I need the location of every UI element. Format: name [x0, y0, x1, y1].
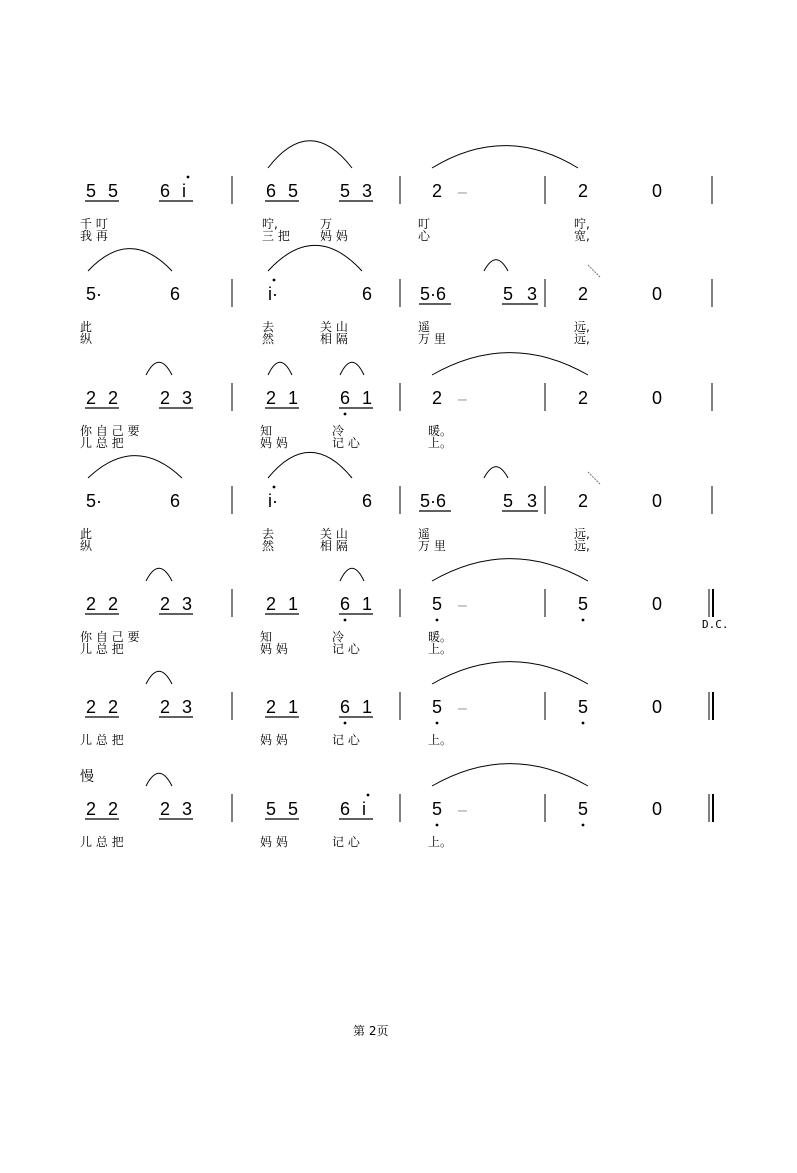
lyric-syllable: 纵: [80, 332, 93, 346]
octave-dot-up: [187, 176, 190, 179]
note: 6: [362, 491, 373, 511]
octave-dot-down: [582, 722, 585, 725]
note: 2: [86, 697, 97, 717]
note: i·: [268, 284, 278, 304]
lyric-syllable: 知: [260, 630, 273, 644]
lyric-syllable: 万 里: [418, 539, 446, 553]
lyric-syllable: 妈 妈: [260, 835, 288, 849]
note: 2: [86, 388, 97, 408]
note: 3: [182, 697, 193, 717]
note: 1: [288, 388, 299, 408]
note: 5·: [86, 284, 103, 304]
note: 5·: [86, 491, 103, 511]
note: 5: [578, 697, 589, 717]
sustain-dash: –: [458, 700, 467, 717]
note: 6: [160, 181, 171, 201]
lyric-syllable: 儿 总 把: [80, 733, 124, 747]
lyric-syllable: 上。: [428, 642, 453, 656]
note: 5: [108, 181, 119, 201]
lyric-syllable: 妈 妈: [320, 229, 348, 243]
note: 2: [578, 284, 589, 304]
lyric-syllable: 远,: [574, 539, 590, 553]
lyric-syllable: 相 隔: [320, 332, 348, 346]
note: 2: [160, 388, 171, 408]
note: 6: [340, 594, 351, 614]
lyric-syllable: 心: [418, 229, 431, 243]
slur: [146, 362, 172, 375]
note: 3: [182, 594, 193, 614]
slur: [484, 260, 508, 271]
lyric-syllable: 记 心: [332, 733, 360, 747]
note: 6: [340, 799, 351, 819]
note: 3: [362, 181, 373, 201]
lyric-syllable: 记 心: [332, 642, 360, 656]
lyric-syllable: 远,: [574, 320, 590, 334]
slur: [432, 559, 588, 581]
note: 2: [578, 491, 589, 511]
note: 6: [362, 284, 373, 304]
lyric-syllable: 遥: [418, 320, 431, 334]
note: 0: [652, 697, 663, 717]
breath-mark: [588, 472, 600, 484]
lyric-syllable: 相 隔: [320, 539, 348, 553]
slur: [340, 568, 364, 581]
lyric-syllable: 此: [80, 527, 93, 541]
octave-dot-down: [344, 619, 347, 622]
note: 0: [652, 799, 663, 819]
lyric-syllable: 关 山: [320, 320, 348, 334]
lyric-syllable: 千 叮: [80, 217, 108, 231]
slur: [268, 141, 352, 168]
page-number: 第 2页: [353, 1024, 389, 1038]
note: 2: [86, 799, 97, 819]
slur: [88, 249, 172, 271]
octave-dot-down: [436, 824, 439, 827]
note: 5: [578, 799, 589, 819]
note: i: [182, 181, 186, 201]
lyric-syllable: 暖。: [428, 630, 453, 644]
lyric-syllable: 咛,: [262, 217, 278, 231]
system-5: [85, 559, 713, 622]
lyric-syllable: 叮: [418, 217, 431, 231]
lyric-syllable: 遥: [418, 527, 431, 541]
lyric-syllable: 关 山: [320, 527, 348, 541]
lyric-syllable: 你 自 己 要: [80, 424, 140, 438]
lyric-syllable: 去: [262, 320, 275, 334]
note: 5: [432, 594, 443, 614]
note: 1: [288, 697, 299, 717]
note: 6: [170, 491, 181, 511]
note: 2: [160, 697, 171, 717]
slur: [432, 662, 588, 684]
note: 5: [432, 697, 443, 717]
note: 2: [86, 594, 97, 614]
lyric-syllable: 上。: [428, 436, 453, 450]
note: 5: [86, 181, 97, 201]
slur: [340, 362, 364, 375]
note: 6: [170, 284, 181, 304]
note: 5: [266, 799, 277, 819]
note: 5: [340, 181, 351, 201]
slur: [268, 452, 352, 478]
system-1: [85, 141, 712, 204]
note: 6: [340, 697, 351, 717]
note: 0: [652, 284, 663, 304]
slur: [268, 362, 292, 375]
breath-mark: [588, 265, 600, 277]
note: 1: [362, 388, 373, 408]
note: 5: [503, 284, 514, 304]
octave-dot-down: [344, 722, 347, 725]
note: i·: [268, 491, 278, 511]
lyric-syllable: 上。: [428, 835, 453, 849]
note: 3: [527, 284, 538, 304]
octave-dot-down: [436, 619, 439, 622]
octave-dot-down: [436, 722, 439, 725]
lyric-syllable: 上。: [428, 733, 453, 747]
slur: [268, 245, 362, 271]
da-capo-mark: D.C.: [702, 618, 729, 631]
note: 2: [578, 388, 589, 408]
note: 1: [288, 594, 299, 614]
note: 0: [652, 594, 663, 614]
lyric-syllable: 儿 总 把: [80, 436, 124, 450]
lyric-syllable: 记 心: [332, 436, 360, 450]
note: 2: [266, 388, 277, 408]
tempo-mark: 慢: [80, 769, 94, 785]
note: 0: [652, 181, 663, 201]
note: 1: [362, 594, 373, 614]
note: 5: [288, 799, 299, 819]
note: 2: [160, 799, 171, 819]
note: 3: [527, 491, 538, 511]
note: 0: [652, 388, 663, 408]
system-2: [86, 245, 712, 307]
slur: [146, 773, 172, 786]
slur: [146, 671, 172, 684]
note: 2: [108, 388, 119, 408]
sustain-dash: –: [458, 597, 467, 614]
note: 2: [432, 181, 443, 201]
slur: [484, 467, 508, 478]
system-7: [85, 764, 713, 827]
note: 5: [288, 181, 299, 201]
lyric-syllable: 记 心: [332, 835, 360, 849]
note: 2: [108, 594, 119, 614]
note: 2: [108, 697, 119, 717]
lyric-syllable: 你 自 己 要: [80, 630, 140, 644]
lyric-syllable: 宽,: [574, 229, 590, 243]
lyric-syllable: 妈 妈: [260, 436, 288, 450]
lyric-syllable: 我 再: [80, 229, 108, 243]
slur: [432, 146, 578, 168]
system-4: [86, 452, 712, 514]
lyric-syllable: 儿 总 把: [80, 835, 124, 849]
note: 2: [266, 697, 277, 717]
note: 5: [432, 799, 443, 819]
slur: [432, 353, 588, 375]
lyric-syllable: 去: [262, 527, 275, 541]
note: 5·6: [420, 284, 447, 304]
system-6: [85, 662, 713, 725]
note: 0: [652, 491, 663, 511]
lyric-syllable: 妈 妈: [260, 642, 288, 656]
note: 3: [182, 388, 193, 408]
system-3: [85, 353, 712, 416]
note: 1: [362, 697, 373, 717]
lyric-syllable: 万 里: [418, 332, 446, 346]
sustain-dash: –: [458, 391, 467, 408]
octave-dot-up: [367, 794, 370, 797]
lyric-syllable: 三 把: [262, 229, 290, 243]
octave-dot-down: [582, 824, 585, 827]
lyric-syllable: 儿 总 把: [80, 642, 124, 656]
lyric-syllable: 冷: [332, 630, 345, 644]
lyric-syllable: 冷: [332, 424, 345, 438]
note: 2: [432, 388, 443, 408]
lyric-syllable: 然: [262, 539, 275, 553]
lyric-syllable: 此: [80, 320, 93, 334]
note: 2: [578, 181, 589, 201]
note: 5·6: [420, 491, 447, 511]
note: 5: [578, 594, 589, 614]
octave-dot-down: [582, 619, 585, 622]
note: 2: [108, 799, 119, 819]
lyric-syllable: 万: [320, 217, 333, 231]
note: 3: [182, 799, 193, 819]
lyric-syllable: 知: [260, 424, 273, 438]
slur: [432, 764, 588, 786]
lyric-syllable: 暖。: [428, 424, 453, 438]
sustain-dash: –: [458, 184, 467, 201]
note: 6: [266, 181, 277, 201]
lyric-syllable: 然: [262, 332, 275, 346]
note: i: [362, 799, 366, 819]
octave-dot-up: [273, 279, 276, 282]
note: 2: [160, 594, 171, 614]
octave-dot-up: [273, 486, 276, 489]
lyric-syllable: 妈 妈: [260, 733, 288, 747]
lyric-syllable: 远,: [574, 527, 590, 541]
lyric-syllable: 远,: [574, 332, 590, 346]
note: 5: [503, 491, 514, 511]
lyric-syllable: 咛,: [574, 217, 590, 231]
slur: [88, 456, 182, 478]
note: 6: [340, 388, 351, 408]
slur: [146, 568, 172, 581]
note: 2: [266, 594, 277, 614]
lyric-syllable: 纵: [80, 539, 93, 553]
octave-dot-down: [344, 413, 347, 416]
sustain-dash: –: [458, 802, 467, 819]
